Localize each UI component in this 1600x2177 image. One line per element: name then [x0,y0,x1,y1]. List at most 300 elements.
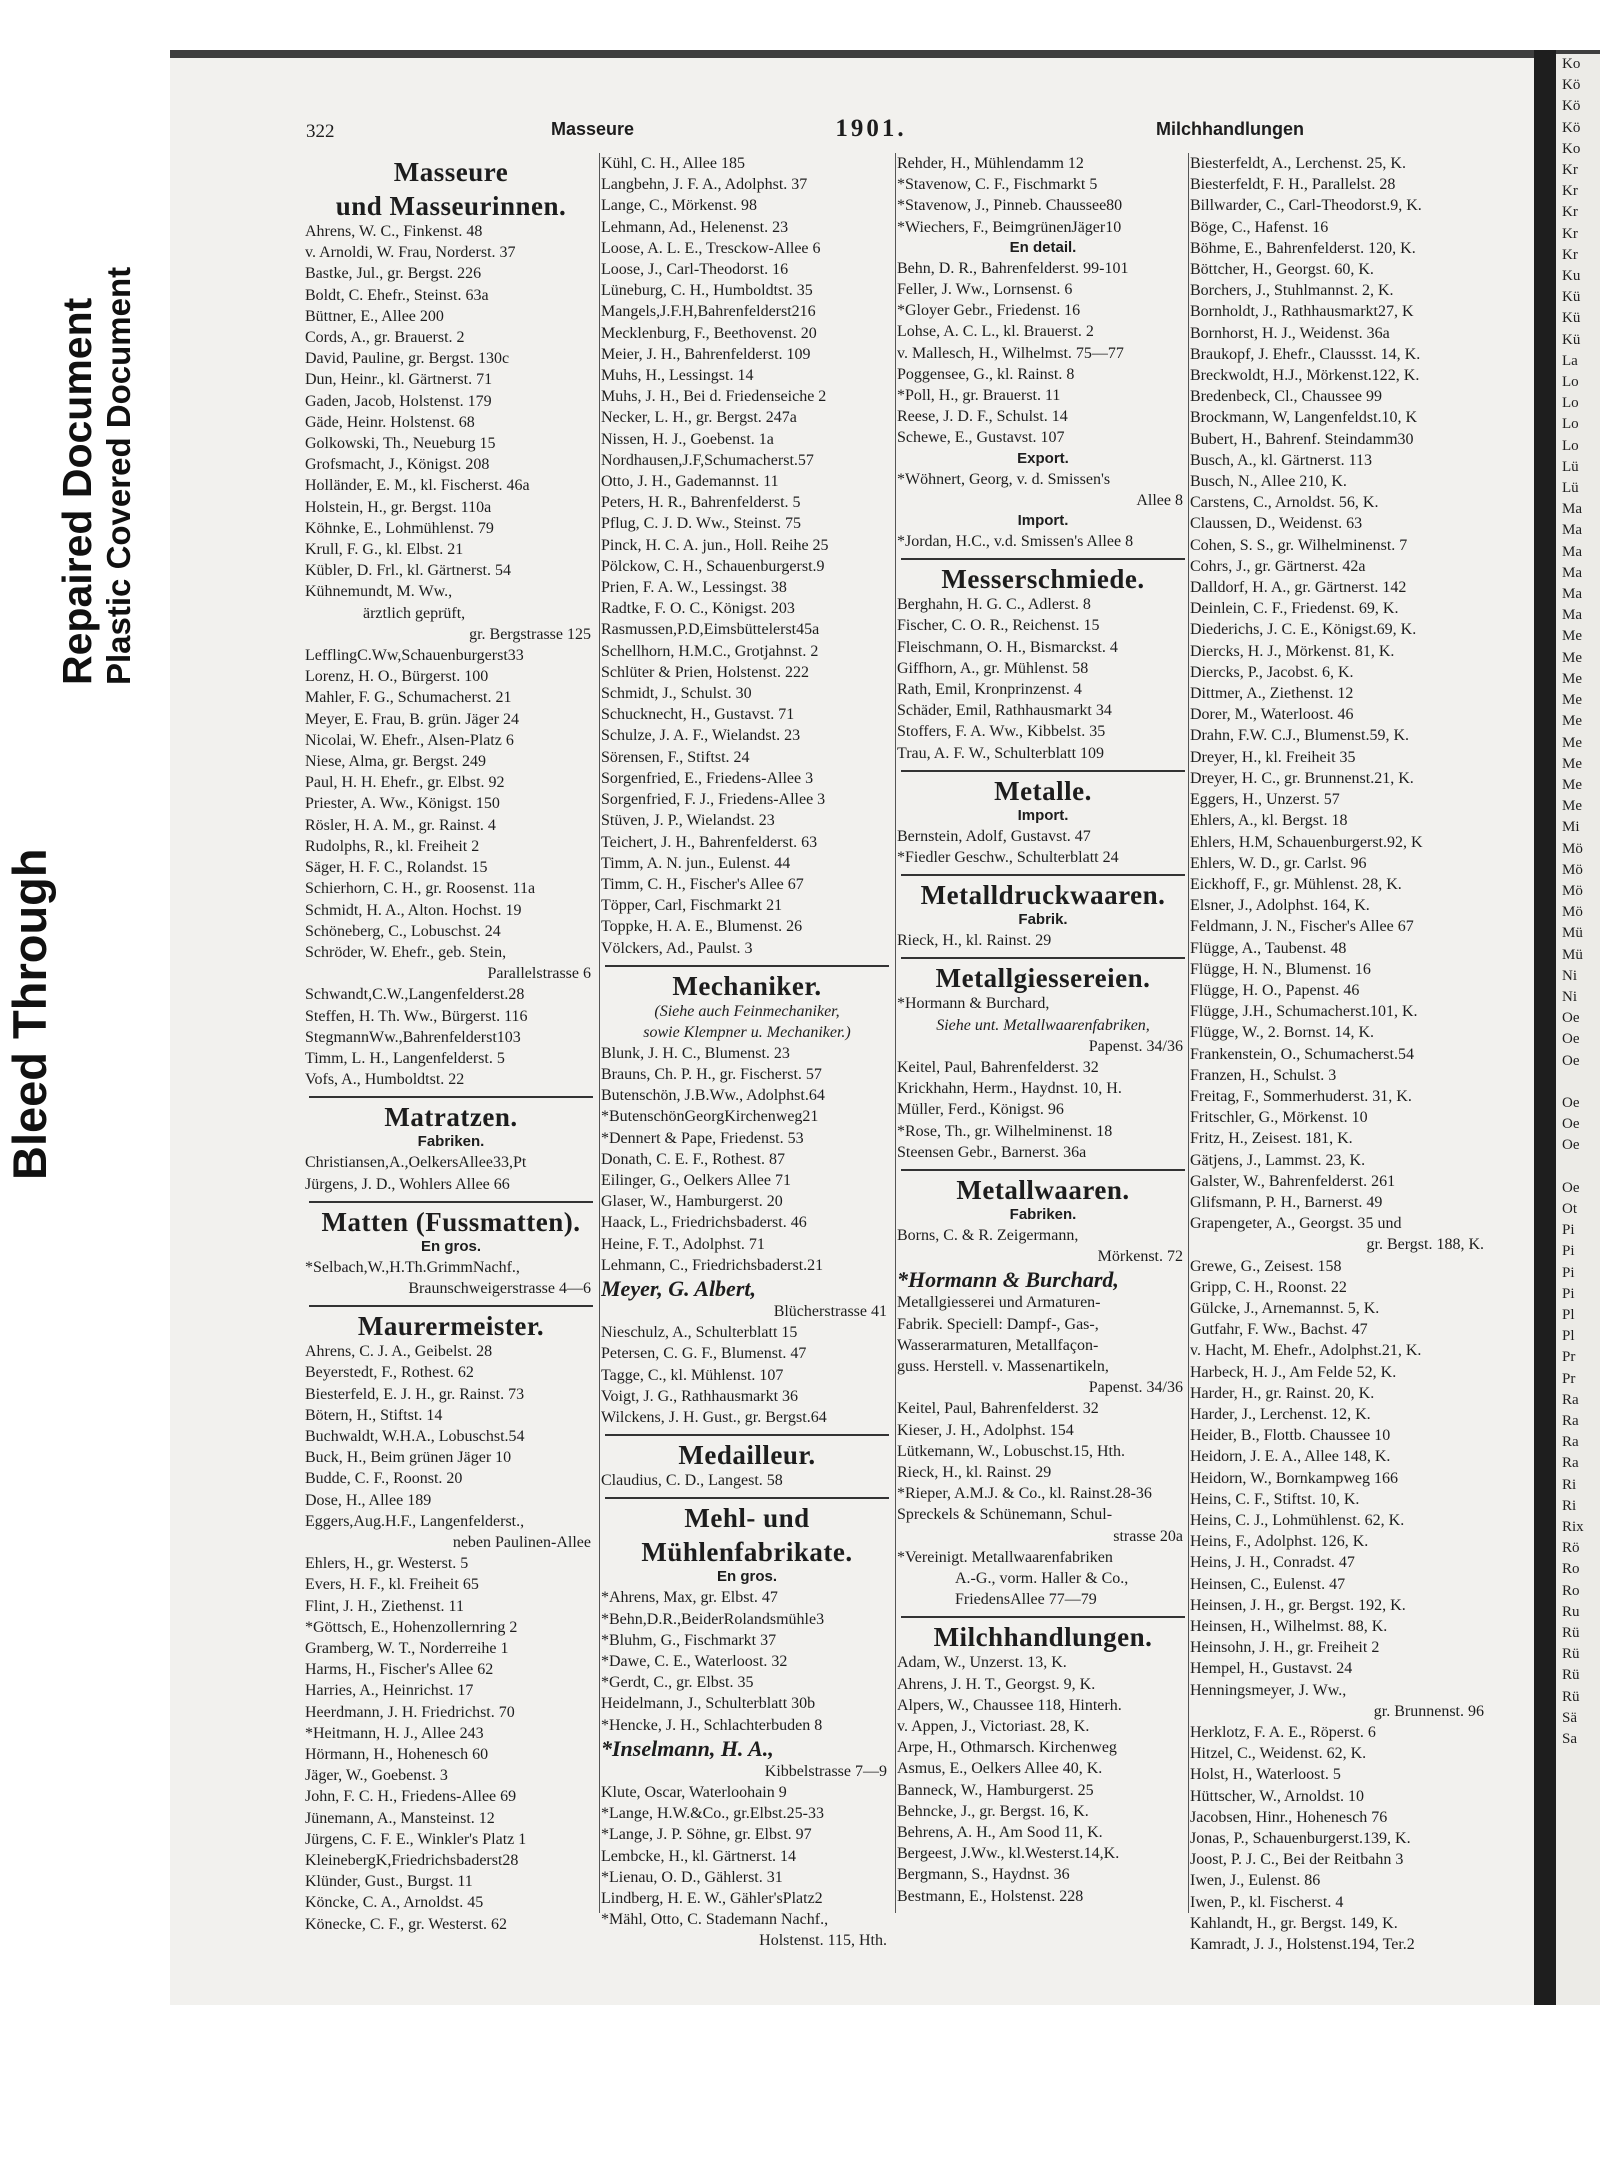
section-heading: Mechaniker. [672,970,822,1001]
entry-continuation: Braunschweigerstrasse 4—6 [408,1279,591,1297]
directory-entry: Bornhorst, H. J., Weidenst. 36a [1190,324,1390,342]
directory-entry: Buck, H., Beim grünen Jäger 10 [305,1449,512,1467]
directory-entry: Bastke, Jul., gr. Bergst. 226 [305,265,482,283]
directory-entry: Köncke, C. A., Arnoldst. 45 [305,1894,484,1912]
directory-entry: Kieser, J. H., Adolphst. 154 [897,1421,1074,1439]
directory-entry: Peters, H. R., Bahrenfelderst. 5 [601,494,801,512]
next-page-fragment: Mü [1562,925,1583,942]
next-page-fragment: Mi [1562,819,1580,836]
next-page-fragment: Ri [1562,1497,1577,1514]
directory-entry: Gripp, C. H., Roonst. 22 [1190,1278,1347,1296]
section-heading: und Masseurinnen. [335,191,567,221]
section-rule [901,957,1185,959]
next-page-fragment: Pr [1562,1370,1576,1387]
directory-entry: Heidorn, J. E. A., Allee 148, K. [1190,1448,1391,1466]
directory-entry: Flügge, A., Taubenst. 48 [1190,939,1347,957]
next-page-fragment: Ri [1562,1476,1577,1493]
entry-continuation: neben Paulinen-Allee [452,1533,591,1551]
directory-entry: Kamradt, J. J., Holstenst.194, Ter.2 [1190,1936,1415,1954]
directory-entry: Müller, Ferd., Königst. 96 [897,1101,1064,1119]
directory-entry: *ButenschönGeorgKirchenweg21 [601,1108,819,1126]
directory-entry: Iwen, P., kl. Fischerst. 4 [1190,1893,1344,1911]
directory-entry: Pölckow, C. H., Schauenburgerst.9 [601,557,825,575]
directory-entry: *Stavenow, C. F., Fischmarkt 5 [897,176,1098,194]
next-page-fragment: Ma [1562,564,1582,581]
directory-entry: Tagge, C., kl. Mühlenst. 107 [601,1366,784,1384]
directory-entry: Schröder, W. Ehefr., geb. Stein, [305,943,507,961]
directory-entry: Schwandt,C.W.,Langenfelderst.28 [305,986,525,1004]
directory-entry: Schäder, Emil, Rathhausmarkt 34 [897,702,1112,720]
directory-entry: *Lienau, O. D., Gählerst. 31 [601,1868,783,1886]
section-subheading: En detail. [1009,238,1077,256]
directory-entry: Köhnke, E., Lohmühlenst. 79 [305,519,494,537]
section-heading: Metalldruckwaaren. [920,880,1166,911]
directory-entry: *Hormann & Burchard, [897,995,1050,1013]
directory-entry: Lange, C., Mörkenst. 98 [601,197,757,215]
section-heading: Metallwaaren. [956,1174,1130,1205]
directory-entry: Holländer, E. M., kl. Fischerst. 46a [305,477,530,495]
directory-entry: *Göttsch, E., Hohenzollernring 2 [305,1618,518,1636]
next-page-fragment: La [1562,352,1578,369]
next-page-fragment: Oe [1562,1010,1580,1027]
side-label-panel [0,95,160,1180]
directory-entry: Mecklenburg, F., Beethovenst. 20 [601,324,817,342]
directory-entry: Böttcher, H., Georgst. 60, K. [1190,261,1374,279]
directory-entry: Butenschön, J.B.Ww., Adolphst.64 [601,1087,825,1105]
next-page-fragment: Ku [1562,268,1581,285]
entry-continuation: Allee 8 [1136,491,1183,509]
directory-entry: v. Appen, J., Victoriast. 28, K. [897,1717,1090,1735]
next-page-fragment: Ko [1562,56,1581,72]
directory-entry: Iwen, J., Eulenst. 86 [1190,1872,1321,1890]
directory-entry: Voigt, J. G., Rathhausmarkt 36 [601,1387,799,1405]
binding-gutter [1534,50,1556,2005]
directory-entry: Asmus, E., Oelkers Allee 40, K. [897,1760,1103,1778]
directory-entry: Rasmussen,P.D,Eimsbüttelerst45a [601,621,820,639]
directory-entry: Sorgenfried, F. J., Friedens-Allee 3 [601,791,826,809]
directory-entry: John, F. C. H., Friedens-Allee 69 [305,1788,517,1806]
directory-entry: Stoffers, F. A. Ww., Kibbelst. 35 [897,723,1106,741]
section-rule [309,1096,593,1098]
directory-entry: Mangels,J.F.H,Bahrenfelderst216 [601,303,816,321]
directory-entry: *Heitmann, H. J., Allee 243 [305,1724,484,1742]
directory-entry: Völckers, Ad., Paulst. 3 [601,939,753,957]
next-page-fragment: Ma [1562,501,1582,518]
directory-entry: Dittmer, A., Ziethenst. 12 [1190,685,1354,703]
next-page-fragment: Oe [1562,1137,1580,1154]
next-page-fragment: Kö [1562,119,1581,136]
directory-entry: Rudolphs, R., kl. Freiheit 2 [305,837,480,855]
section-subheading: Fabrik. [1018,911,1068,929]
section-note: Siehe unt. Metallwaarenfabriken, [936,1016,1150,1034]
next-page-fragment: Lü [1562,458,1579,475]
directory-entry: Kühnemundt, M. Ww., [305,583,453,601]
directory-entry: Gäde, Heinr. Holstenst. 68 [305,413,475,431]
directory-entry: Fritschler, G., Mörkenst. 10 [1190,1109,1368,1127]
entry-continuation: Kibbelstrasse 7—9 [764,1762,887,1780]
directory-entry: Behrens, A. H., Am Sood 11, K. [897,1823,1103,1841]
directory-entry: *Wiechers, F., BeimgrünenJäger10 [897,218,1122,236]
directory-entry: Krull, F. G., kl. Elbst. 21 [305,541,464,559]
directory-entry: Ehlers, W. D., gr. Carlst. 96 [1190,854,1367,872]
directory-column-4 [1190,153,1490,1973]
section-subheading: Fabriken. [417,1133,485,1151]
directory-entry: Klünder, Gust., Burgst. 11 [305,1873,473,1891]
next-page-fragment: Me [1562,670,1582,687]
next-page-fragment: Sä [1562,1709,1577,1726]
directory-entry: Heins, J. H., Conradst. 47 [1190,1554,1355,1572]
directory-entry: Gätjens, J., Lammst. 23, K. [1190,1151,1366,1169]
next-page-fragment: Rü [1562,1625,1580,1642]
directory-entry: Schöneberg, C., Lobuschst. 24 [305,922,501,940]
directory-entry: Wilckens, J. H. Gust., gr. Bergst.64 [601,1408,827,1426]
next-page-fragment: Mö [1562,840,1583,857]
directory-entry: Jürgens, J. D., Wohlers Allee 66 [305,1175,510,1193]
directory-entry: *Vereinigt. Metallwaarenfabriken [897,1548,1113,1566]
directory-entry: Golkowski, Th., Neueburg 15 [305,435,496,453]
directory-entry: *Wöhnert, Georg, v. d. Smissen's [897,470,1111,488]
directory-entry: Heidelmann, J., Schulterblatt 30b [601,1695,816,1713]
next-page-fragment: Me [1562,755,1582,772]
directory-entry: Lindberg, H. E. W., Gähler'sPlatz2 [601,1890,823,1908]
directory-entry: Büttner, E., Allee 200 [305,307,444,325]
section-subheading: En gros. [420,1237,481,1255]
directory-entry: Gaden, Jacob, Holstenst. 179 [305,392,492,410]
section-heading: Medailleur. [678,1440,816,1471]
directory-entry: Beyerstedt, F., Rothest. 62 [305,1364,474,1382]
next-page-edge [1556,54,1600,2005]
directory-entry: Adam, W., Unzerst. 13, K. [897,1654,1067,1672]
section-rule [901,1616,1185,1618]
directory-entry: Busch, N., Allee 210, K. [1190,473,1347,491]
directory-entry: Schellhorn, H.M.C., Grotjahnst. 2 [601,642,819,660]
directory-entry: Glifsmann, P. H., Barnerst. 49 [1190,1193,1383,1211]
directory-entry: Böge, C., Hafenst. 16 [1190,218,1329,236]
directory-entry: StegmannWw.,Bahrenfelderst103 [305,1028,521,1046]
highlighted-entry: *Hormann & Burchard, [897,1267,1119,1293]
directory-entry: Harder, J., Lerchenst. 12, K. [1190,1405,1371,1423]
directory-entry: Fleischmann, O. H., Bismarckst. 4 [897,638,1118,656]
repaired-document-label: Repaired Document [54,297,100,685]
next-page-fragment [1556,1157,1600,1178]
next-page-fragment: Ro [1562,1561,1580,1578]
directory-entry: Paul, H. H. Ehefr., gr. Elbst. 92 [305,774,505,792]
next-page-fragment: Kr [1562,246,1578,263]
directory-entry: Donath, C. E. F., Rothest. 87 [601,1150,786,1168]
next-page-fragment: Kr [1562,204,1578,221]
next-page-fragment: Ma [1562,607,1582,624]
section-rule [901,1169,1185,1171]
directory-entry: Wasserarmaturen, Metallfaçon- [897,1336,1099,1354]
directory-entry: Nordhausen,J.F,Schumacherst.57 [601,451,814,469]
section-heading: Masseure [393,157,509,187]
entry-continuation: Papenst. 34/36 [1088,1379,1183,1397]
directory-entry: Böhme, E., Bahrenfelderst. 120, K. [1190,239,1416,257]
directory-entry: Jonas, P., Schauenburgerst.139, K. [1190,1830,1411,1848]
section-note: sowie Klempner u. Mechaniker.) [643,1023,851,1041]
directory-entry: Ahrens, W. C., Finkenst. 48 [305,223,483,240]
directory-entry: Poggensee, G., kl. Rainst. 8 [897,365,1075,383]
directory-entry: KleinebergK,Friedrichsbaderst28 [305,1852,519,1870]
next-page-fragment: Ra [1562,1391,1579,1408]
next-page-fragment: Oe [1562,1116,1580,1133]
next-page-fragment: Lo [1562,395,1579,412]
next-page-fragment: Lü [1562,480,1579,497]
page-number: 322 [306,121,335,142]
highlighted-entry: *Inselmann, H. A., [601,1735,774,1761]
directory-entry: Freitag, F., Sommerhuderst. 31, K. [1190,1087,1412,1105]
next-page-fragment: Ni [1562,967,1577,984]
next-page-fragment: Lo [1562,374,1579,391]
directory-entry: Brockmann, W, Langenfeldst.10, K [1190,409,1418,427]
directory-entry: Eilinger, G., Oelkers Allee 71 [601,1171,791,1189]
directory-entry: *Stavenow, J., Pinneb. Chaussee80 [897,197,1123,215]
header-left-title: Masseure [551,119,635,139]
directory-entry: Stüven, J. P., Wielandst. 23 [601,812,775,830]
scanned-page [170,50,1600,2005]
directory-entry: Flügge, J.H., Schumacherst.101, K. [1190,1003,1418,1021]
entry-continuation: gr. Brunnenst. 96 [1373,1702,1484,1720]
next-page-fragment: Kü [1562,331,1581,348]
directory-entry: Biesterfeldt, F. H., Parallelst. 28 [1190,176,1396,194]
next-page-fragment: Pi [1562,1285,1575,1302]
directory-entry: Cords, A., gr. Brauerst. 2 [305,329,465,347]
directory-entry: Diercks, H. J., Mörkenst. 81, K. [1190,642,1395,660]
directory-entry: Krickhahn, Herm., Haydnst. 10, H. [897,1080,1122,1098]
directory-entry: Hempel, H., Gustavst. 24 [1190,1660,1353,1678]
directory-entry: Spreckels & Schünemann, Schul- [897,1506,1113,1524]
directory-entry: Grofsmacht, J., Königst. 208 [305,456,490,474]
directory-entry: Buchwaldt, W.H.A., Lobuschst.54 [305,1427,525,1445]
directory-entry: David, Pauline, gr. Bergst. 130c [305,350,510,368]
directory-entry: Bornholdt, J., Rathhausmarkt27, K [1190,303,1414,321]
next-page-fragment: Ni [1562,988,1577,1005]
directory-entry: Lorenz, H. O., Bürgerst. 100 [305,668,489,686]
directory-entry: Harms, H., Fischer's Allee 62 [305,1661,494,1679]
directory-entry: Holstein, H., gr. Bergst. 110a [305,498,492,516]
entry-continuation: Blücherstrasse 41 [773,1302,887,1320]
next-page-fragment: Pr [1562,1349,1576,1366]
directory-entry: Flügge, H. N., Blumenst. 16 [1190,960,1371,978]
directory-entry: Behn, D. R., Bahrenfelderst. 99-101 [897,259,1129,277]
directory-entry: *Gloyer Gebr., Friedenst. 16 [897,302,1081,320]
directory-entry: *Bluhm, G., Fischmarkt 37 [601,1631,777,1649]
directory-entry: Cohrs, J., gr. Gärtnerst. 42a [1190,557,1366,575]
directory-entry: Niese, Alma, gr. Bergst. 249 [305,753,487,771]
next-page-fragment: Me [1562,776,1582,793]
directory-entry: *Rose, Th., gr. Wilhelminenst. 18 [897,1122,1113,1140]
directory-entry: Trau, A. F. W., Schulterblatt 109 [897,744,1105,762]
next-page-fragment: Ra [1562,1413,1579,1429]
directory-entry: Keitel, Paul, Bahrenfelderst. 32 [897,1058,1099,1076]
directory-entry: Haack, L., Friedrichsbaderst. 46 [601,1214,807,1232]
directory-entry: Dreyer, H., kl. Freiheit 35 [1190,748,1356,766]
directory-entry: LefflingC.Ww,Schauenburgerst33 [305,647,524,665]
column-rule [599,153,600,1913]
directory-entry: Harder, H., gr. Rainst. 20, K. [1190,1384,1375,1402]
directory-entry: Heinsen, C., Eulenst. 47 [1190,1575,1346,1593]
section-heading: Mehl- und [684,1503,810,1534]
directory-entry: Henningsmeyer, J. Ww., [1190,1681,1347,1699]
next-page-fragment: Ra [1562,1434,1579,1451]
directory-entry: Ehlers, H.M, Schauenburgerst.92, K [1190,833,1423,851]
directory-entry: Feller, J. Ww., Lornsenst. 6 [897,281,1073,299]
section-heading: Metalle. [994,775,1092,806]
entry-continuation: Papenst. 34/36 [1088,1037,1183,1055]
directory-entry: Jürgens, C. F. E., Winkler's Platz 1 [305,1830,527,1848]
section-heading: Maurermeister. [357,1311,545,1342]
directory-entry: Rath, Emil, Kronprinzenst. 4 [897,681,1082,699]
directory-entry: Rösler, H. A. M., gr. Rainst. 4 [305,816,496,834]
next-page-fragment: Kr [1562,225,1578,242]
directory-entry: *Lange, H.W.&Co., gr.Elbst.25-33 [601,1805,824,1823]
directory-entry: Joost, P. J. C., Bei der Reitbahn 3 [1190,1851,1404,1869]
next-page-fragment: Pl [1562,1328,1575,1345]
directory-entry: Deinlein, C. F., Friedenst. 69, K. [1190,600,1399,618]
directory-entry: Heins, C. F., Stiftst. 10, K. [1190,1490,1360,1508]
directory-entry: Boldt, C. Ehefr., Steinst. 63a [305,286,489,304]
directory-entry: Grewe, G., Zeisest. 158 [1190,1257,1342,1275]
directory-entry: Lohse, A. C. L., kl. Brauerst. 2 [897,323,1094,341]
next-page-fragment: Rix [1562,1519,1584,1536]
entry-continuation: Parallelstrasse 6 [487,965,591,983]
entry-continuation: gr. Bergst. 188, K. [1366,1236,1484,1254]
directory-entry: Nicolai, W. Ehefr., Alsen-Platz 6 [305,731,514,749]
directory-entry: Bergmann, S., Haydnst. 36 [897,1866,1070,1884]
directory-entry: *Dawe, C. E., Waterloost. 32 [601,1652,788,1670]
next-page-fragment: Ko [1562,140,1581,157]
directory-entry: Kübler, D. Frl., kl. Gärtnerst. 54 [305,562,511,580]
directory-entry: Dreyer, H. C., gr. Brunnenst.21, K. [1190,769,1414,787]
directory-entry: Jacobsen, Hinr., Hohenesch 76 [1190,1808,1388,1826]
next-page-fragment: Me [1562,713,1582,730]
directory-entry: Evers, H. F., kl. Freiheit 65 [305,1576,479,1594]
directory-entry: Ehlers, H., gr. Westerst. 5 [305,1555,469,1573]
directory-entry: Cohen, S. S., gr. Wilhelminenst. 7 [1190,536,1408,554]
section-note: (Siehe auch Feinmechaniker, [654,1002,840,1020]
directory-entry: Rieck, H., kl. Rainst. 29 [897,1463,1052,1481]
directory-entry: Bestmann, E., Holstenst. 228 [897,1887,1084,1905]
next-page-fragment: Ra [1562,1455,1579,1472]
directory-entry: Gülcke, J., Arnemannst. 5, K. [1190,1299,1380,1317]
directory-entry: Blunk, J. H. C., Blumenst. 23 [601,1044,790,1062]
directory-entry: Berghahn, H. G. C., Adlerst. 8 [897,596,1091,614]
directory-entry: *Ahrens, Max, gr. Elbst. 47 [601,1589,778,1607]
next-page-fragment: Kö [1562,98,1581,115]
next-page-fragment: Ot [1562,1200,1577,1217]
next-page-fragment: Sa [1562,1731,1577,1748]
section-subheading: Fabriken. [1009,1205,1077,1223]
directory-entry: Glaser, W., Hamburgerst. 20 [601,1193,783,1211]
directory-entry: Fritz, H., Zeisest. 181, K. [1190,1130,1353,1148]
directory-entry: Hörmann, H., Hohenesch 60 [305,1746,489,1763]
directory-entry: Ahrens, C. J. A., Geibelst. 28 [305,1343,493,1361]
directory-entry: Behncke, J., gr. Bergst. 16, K. [897,1802,1089,1820]
directory-entry: guss. Herstell. v. Massenartikeln, [897,1357,1109,1375]
directory-entry: Billwarder, C., Carl-Theodorst.9, K. [1190,197,1422,215]
directory-entry: Reese, J. D. F., Schulst. 14 [897,408,1068,426]
directory-entry: Eggers,Aug.H.F., Langenfelderst., [305,1512,525,1530]
section-heading: Matten (Fussmatten). [321,1206,581,1237]
directory-entry: *Dennert & Pape, Friedenst. 53 [601,1129,804,1147]
directory-entry: Heinsen, H., Wilhelmst. 88, K. [1190,1618,1388,1636]
page-header [306,113,1436,153]
directory-entry: Claudius, C. D., Langest. 58 [601,1472,783,1490]
section-rule [309,1201,593,1203]
next-page-fragment: Pi [1562,1243,1575,1260]
section-subheading: Import. [1017,806,1069,824]
directory-entry: Banneck, W., Hamburgerst. 25 [897,1781,1094,1799]
directory-entry: Priester, A. Ww., Königst. 150 [305,795,500,813]
directory-entry: Lüneburg, C. H., Humboldtst. 35 [601,282,813,300]
directory-entry: Timm, A. N. jun., Eulenst. 44 [601,854,791,872]
directory-entry: Borchers, J., Stuhlmannst. 2, K. [1190,282,1394,300]
directory-entry: Drahn, F.W. C.J., Blumenst.59, K. [1190,727,1410,745]
next-page-fragment: Me [1562,692,1582,709]
directory-entry: Hitzel, C., Weidenst. 62, K. [1190,1745,1367,1763]
directory-entry: Alpers, W., Chaussee 118, Hinterh. [897,1696,1122,1714]
section-heading: Metallgiessereien. [935,963,1151,994]
next-page-fragment: Kü [1562,289,1581,306]
directory-entry: Kahlandt, H., gr. Bergst. 149, K. [1190,1914,1398,1932]
directory-entry: Meier, J. H., Bahrenfelderst. 109 [601,345,811,363]
directory-entry: Bergeest, J.Ww., kl.Westerst.14,K. [897,1845,1120,1863]
directory-entry: Klute, Oscar, Waterloohain 9 [601,1784,787,1801]
directory-entry: Jäger, W., Goebenst. 3 [305,1767,448,1785]
section-heading: Messerschmiede. [941,564,1145,595]
next-page-fragment: Kr [1562,183,1578,200]
directory-entry: Vofs, A., Humboldtst. 22 [305,1071,465,1089]
directory-entry: Carstens, C., Arnoldst. 56, K. [1190,494,1379,512]
section-rule [605,1497,889,1499]
highlighted-entry: Meyer, G. Albert, [601,1275,756,1301]
directory-page [170,58,1535,2005]
section-rule [605,965,889,967]
directory-entry: Grapengeter, A., Georgst. 35 und [1190,1215,1402,1233]
directory-entry: Lehmann, Ad., Helenenst. 23 [601,218,789,236]
directory-entry: Pinck, H. C. A. jun., Holl. Reihe 25 [601,536,829,554]
directory-entry: Arpe, H., Othmarsch. Kirchenweg [897,1739,1117,1757]
directory-entry: Heerdmann, J. H. Friedrichst. 70 [305,1703,515,1721]
directory-entry: Frankenstein, O., Schumacherst.54 [1190,1045,1414,1063]
directory-entry: Flügge, H. O., Papenst. 46 [1190,981,1360,999]
directory-entry: Hüttscher, W., Arnoldst. 10 [1190,1787,1365,1805]
section-rule [901,874,1185,876]
directory-entry: Gutfahr, F. Ww., Bachst. 47 [1190,1321,1368,1339]
directory-entry: Braukopf, J. Ehefr., Claussst. 14, K. [1190,345,1421,363]
plastic-covered-label: Plastic Covered Document [100,266,137,685]
directory-entry: *Poll, H., gr. Brauerst. 11 [897,387,1061,405]
directory-entry: Dose, H., Allee 189 [305,1491,432,1509]
entry-continuation: Holstenst. 115, Hth. [759,1932,887,1950]
section-heading: Matratzen. [384,1102,518,1133]
section-rule [605,1434,889,1436]
directory-entry: Diederichs, J. C. E., Königst.69, K. [1190,621,1417,639]
next-page-fragment: Pi [1562,1264,1575,1281]
next-page-fragment: Rü [1562,1688,1580,1705]
directory-entry: Budde, C. F., Roonst. 20 [305,1470,463,1488]
directory-entry: Elsner, J., Adolphst. 164, K. [1190,897,1370,915]
directory-entry: Schlüter & Prien, Holstenst. 222 [601,663,809,681]
bleed-through-label: Bleed Through [3,848,56,1180]
directory-entry: Brauns, Ch. P. H., gr. Fischerst. 57 [601,1065,822,1083]
directory-entry: Radtke, F. O. C., Königst. 203 [601,600,795,618]
directory-column-3 [897,153,1189,1973]
directory-entry: *Jordan, H.C., v.d. Smissen's Allee 8 [897,533,1134,551]
directory-entry: Muhs, J. H., Bei d. Friedenseiche 2 [601,388,827,406]
entry-continuation: strasse 20a [1113,1527,1183,1545]
next-page-fragment: Lo [1562,437,1579,454]
